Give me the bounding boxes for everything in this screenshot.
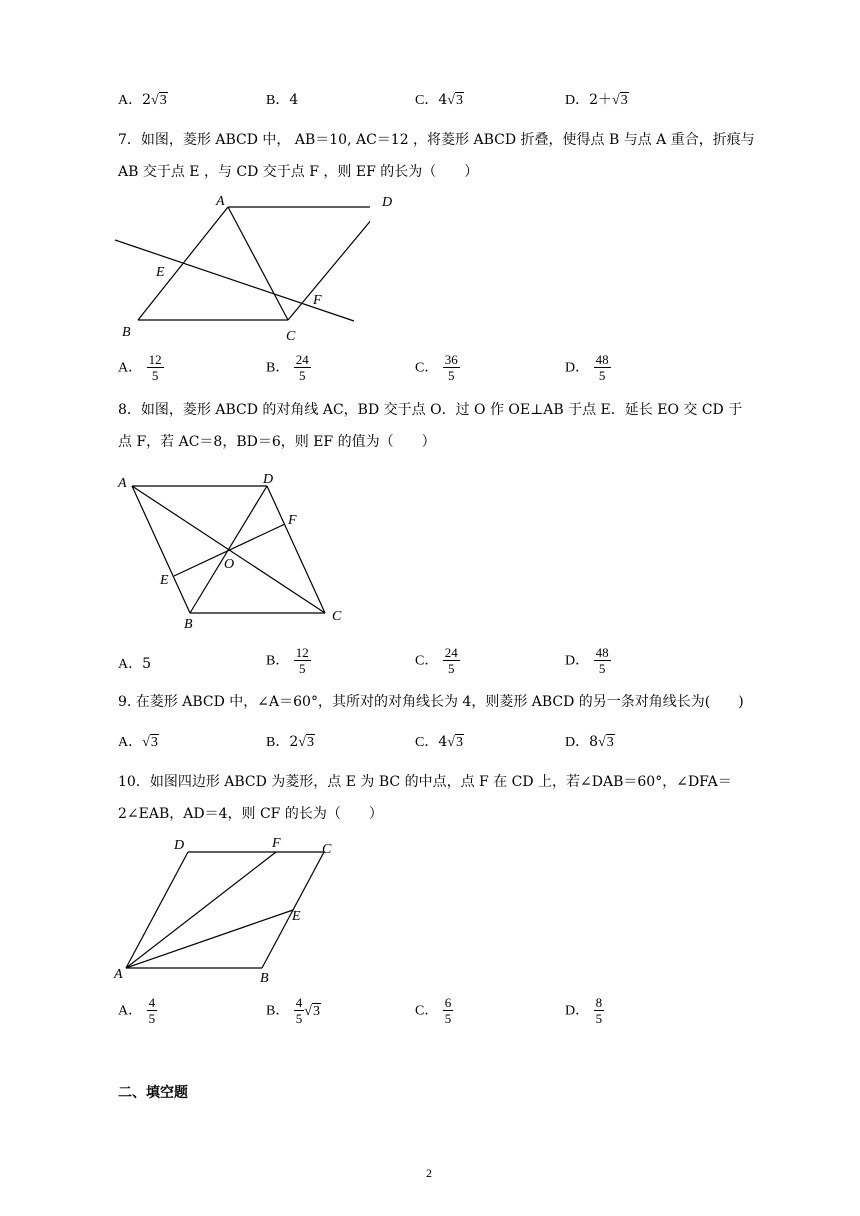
q9-option-d: D．8√3 bbox=[565, 734, 614, 750]
q8-option-b: B． $\frac{12}{5}$ bbox=[266, 645, 309, 676]
q7-option-a: A． $\frac{12}{5}$ bbox=[118, 352, 162, 383]
q6-options bbox=[118, 90, 758, 112]
q6-option-c: C．4√3 bbox=[415, 92, 463, 108]
q10-segment-af bbox=[126, 852, 276, 968]
q8-figure bbox=[110, 468, 360, 636]
q10-label-d: D bbox=[174, 838, 185, 853]
q10-label-e: E bbox=[292, 909, 301, 924]
q10-segment-ae bbox=[126, 910, 293, 968]
q9-options bbox=[118, 732, 758, 754]
q8-label-o: O bbox=[224, 557, 235, 572]
q10-option-c: C． $\frac{6}{5}$ bbox=[415, 995, 452, 1026]
q7-diagonal-ac bbox=[228, 207, 288, 320]
q8-option-c: C． $\frac{24}{5}$ bbox=[415, 645, 458, 676]
q7-label-c: C bbox=[286, 329, 296, 344]
q9-option-c: C．4√3 bbox=[415, 734, 463, 750]
q7-figure bbox=[110, 190, 370, 350]
q10-option-a: A． $\frac{4}{5}$ bbox=[118, 995, 156, 1026]
q10-label-b: B bbox=[260, 971, 269, 986]
q8-option-d: D． $\frac{48}{5}$ bbox=[565, 645, 609, 676]
q6-option-a: A．2√3 bbox=[118, 92, 167, 108]
q9-option-b: B．2√3 bbox=[266, 734, 314, 750]
q8-option-a: A．5 bbox=[118, 656, 152, 672]
q7-stem-line2: AB 交于点 E ，与 CD 交于点 F ，则 EF 的长为（ ） bbox=[118, 164, 479, 180]
q9-option-a: A．√3 bbox=[118, 735, 158, 750]
q6-option-d: D．2＋√3 bbox=[565, 92, 628, 108]
q8-label-f: F bbox=[288, 513, 297, 528]
q8-stem-line1: 8．如图，菱形 ABCD 的对角线 AC，BD 交于点 O．过 O 作 OE⊥AB 于点 E．延长 EO 交 CD 于 bbox=[118, 402, 743, 418]
q7-label-b: B bbox=[122, 325, 131, 340]
q8-label-d: D bbox=[263, 472, 274, 487]
q10-side-da bbox=[126, 852, 188, 968]
q7-options bbox=[118, 352, 758, 388]
q7-fold-line bbox=[115, 240, 354, 321]
q10-option-b: B． $\frac{4}{5}$ √3 bbox=[266, 995, 320, 1026]
page-number: 2 bbox=[426, 1166, 432, 1180]
q7-label-e: E bbox=[156, 265, 165, 280]
q8-label-e: E bbox=[160, 573, 169, 588]
q9-stem: 9. 在菱形 ABCD 中，∠A＝60°，其所对的对角线长为 4，则菱形 ABCD 的另一条对角线长为( ) bbox=[118, 694, 744, 710]
q10-options bbox=[118, 995, 758, 1031]
q8-label-b: B bbox=[184, 617, 193, 632]
q7-option-c: C． $\frac{36}{5}$ bbox=[415, 352, 458, 383]
q10-label-a: A bbox=[114, 967, 123, 982]
q8-stem-line2: 点 F，若 AC＝8，BD＝6，则 EF 的值为（ ） bbox=[118, 434, 436, 450]
q10-figure bbox=[110, 832, 350, 988]
q8-label-a: A bbox=[118, 476, 127, 491]
q7-option-b: B． $\frac{24}{5}$ bbox=[266, 352, 309, 383]
q6-option-b: B．4 bbox=[266, 92, 299, 108]
q7-label-d-outer: D bbox=[382, 195, 393, 210]
q8-diagonal-bd bbox=[190, 486, 267, 613]
q7-stem-line1: 7．如图，菱形 ABCD 中， AB＝10, AC＝12 ，将菱形 ABCD 折叠，使得点 B 与点 A 重合，折痕与 bbox=[118, 132, 755, 148]
q7-label-a: A bbox=[216, 194, 225, 209]
q10-option-d: D． $\frac{8}{5}$ bbox=[565, 995, 603, 1026]
q8-options bbox=[118, 645, 758, 681]
section-heading-fill-in: 二、填空题 bbox=[118, 1085, 188, 1101]
q10-label-c: C bbox=[322, 842, 332, 857]
q7-option-d: D． $\frac{48}{5}$ bbox=[565, 352, 609, 383]
q10-label-f: F bbox=[272, 836, 281, 851]
q10-stem-line1: 10．如图四边形 ABCD 为菱形，点 E 为 BC 的中点，点 F 在 CD 上，若∠DAB＝60°，∠DFA＝ bbox=[118, 774, 732, 790]
q7-label-f: F bbox=[313, 293, 322, 308]
q8-label-c: C bbox=[332, 609, 342, 624]
q10-stem-line2: 2∠EAB，AD＝4，则 CF 的长为（ ） bbox=[118, 806, 383, 822]
